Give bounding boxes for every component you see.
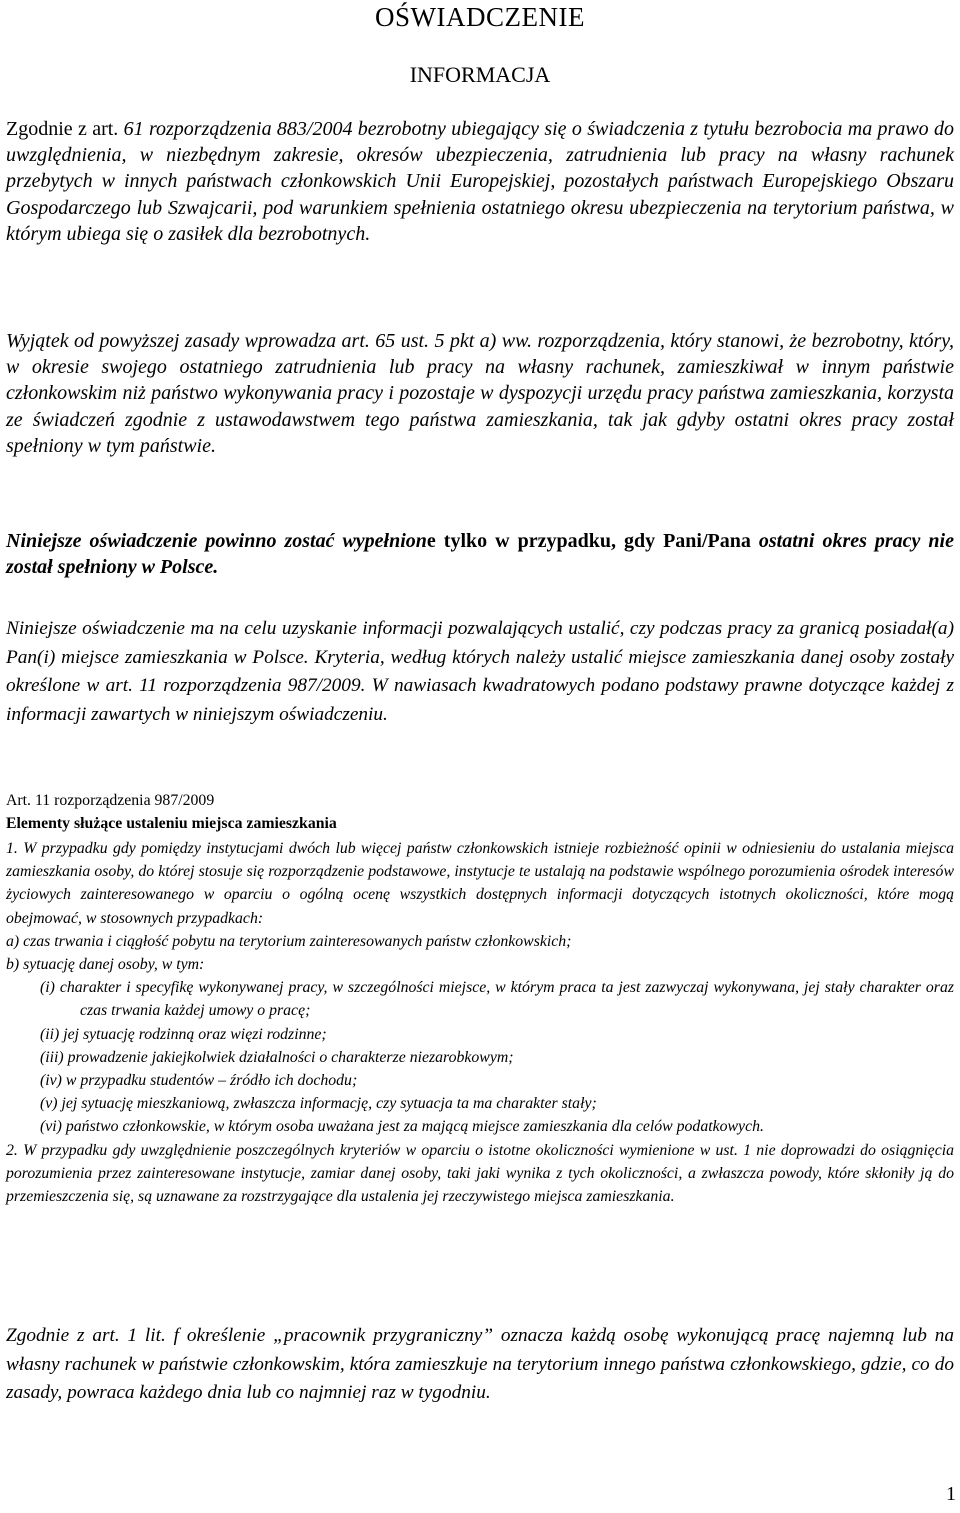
article-point-2: 2. W przypadku gdy uwzględnienie poszczególnych kryteriów w oparciu o istotne okoliczności wymienione w ust. 1 nie doprowadzi do osiągnięcia porozumienia przez zainteresowane instytucje, zamiar danej osoby, taki jaki wynika z tych okoliczności, a zwłaszcza powody, które skłoniły ją do przemieszczenia się, są uznawane za rozstrzygające dla ustalenia jej rzeczywistego miejsca zamieszkania.: [6, 1141, 954, 1206]
condition-italic-2: ostatni okres pracy nie został spełniony w Polsce.: [6, 530, 954, 579]
article-reference: Art. 11 rozporządzenia 987/2009: [6, 792, 215, 809]
paragraph-body: 61 rozporządzenia 883/2004 bezrobotny ubiegający się o świadczenia z tytułu bezrobocia ma prawo do uwzględnienia, w niezbędnym zakresie, okresów ubezpieczenia, zatrudnienia lub pracy na własny rachunek przebytych w innych państwach członkowskich Unii Europejskiej, pozostałych państwach Europejskiego Obszaru Gospodarczego lub Szwajcarii, pod warunkiem spełnienia ostatniego okresu ubezpieczenia na terytorium państwa, w którym ubiega się o zasiłek dla bezrobotnych.: [6, 118, 954, 245]
article-subitem: (ii) jej sytuację rodzinną oraz więzi rodzinne;: [40, 1025, 327, 1043]
article-body: [6, 837, 954, 1208]
paragraph-purpose: Niniejsze oświadczenie ma na celu uzyskanie informacji pozwalających ustalić, czy podczas pracy za granicą posiadał(a) Pan(i) miejsce zamieszkania w Polsce. Kryteria, według których należy ustalić miejsce zamieszkania danej osoby zostały określone w art. 11 rozporządzenia 987/2009. W nawiasach kwadratowych podano podstawy prawne dotyczące każdej z informacji zawartych w niniejszym oświadczeniu.: [6, 618, 954, 725]
article-item-b: b) sytuację danej osoby, w tym:: [6, 956, 205, 974]
paragraph-exception: Wyjątek od powyższej zasady wprowadza art. 65 ust. 5 pkt a) ww. rozporządzenia, który stanowi, że bezrobotny, który, w okresie swojego ostatniego zatrudnienia lub pracy na własny rachunek, zamieszkiwał w innym państwie członkowskim niż państwo wykonywania pracy i pozostaje w dyspozycji urzędu pracy państwa zamieszkania, korzysta ze świadczeń zgodnie z ustawodawstwem tego państwa zamieszkania, tak jak gdyby ostatni okres pracy został spełniony w tym państwie.: [6, 330, 954, 457]
paragraph-frontier-worker: Zgodnie z art. 1 lit. f określenie „pracownik przygraniczny” oznacza każdą osobę wykonującą pracę najemną lub na własny rachunek w państwie członkowskim, która zamieszkuje na terytorium innego państwa członkowskiego, gdzie, co do zasady, powraca każdego dnia lub co najmniej raz w tygodniu.: [6, 1325, 954, 1404]
condition-rest: e tylko w przypadku, gdy Pani/Pana: [426, 530, 759, 552]
paragraph-fill-condition: [6, 528, 954, 580]
page-number: 1: [946, 1483, 956, 1505]
article-subitem: (vi) państwo członkowskie, w którym osoba uważana jest za mającą miejsce zamieszkania dla celów podatkowych.: [40, 1118, 764, 1136]
article-heading: Elementy służące ustaleniu miejsca zamieszkania: [6, 815, 337, 832]
article-point-1: 1. W przypadku gdy pomiędzy instytucjami dwóch lub więcej państw członkowskich istnieje rozbieżność opinii w odniesieniu do ustalania miejsca zamieszkania osoby, do której stosuje się rozporządzenie podstawowe, instytucje te ustalają na podstawie wspólnego porozumienia ośrodek interesów życiowych zainteresowanego w oparciu o ogólną ocenę wszystkich dostępnych informacji dotyczących istotnych okoliczności, które mogą obejmować, w stosownych przypadkach:: [6, 840, 954, 927]
article-subitem: (iii) prowadzenie jakiejkolwiek działalności o charakterze niezarobkowym;: [40, 1048, 514, 1066]
paragraph-legal-basis: [6, 116, 954, 247]
condition-italic: Niniejsze oświadczenie powinno zostać wypełnion: [6, 530, 427, 552]
article-subitem: (v) jej sytuację mieszkaniową, zwłaszcza informację, czy sytuacja ta ma charakter stały;: [40, 1095, 597, 1113]
page-title: OŚWIADCZENIE: [375, 2, 585, 32]
article-item-a: a) czas trwania i ciągłość pobytu na terytorium zainteresowanych państw członkowskich;: [6, 932, 572, 950]
page-subtitle: INFORMACJA: [409, 62, 551, 87]
article-subitem: (iv) w przypadku studentów – źródło ich dochodu;: [40, 1072, 358, 1090]
article-subitem: (i) charakter i specyfikę wykonywanej pracy, w szczególności miejsce, w którym praca ta jest zazwyczaj wykonywana, jej stały charakter oraz czas trwania każdej umowy o pracę;: [40, 979, 954, 1020]
paragraph-intro: Zgodnie z art.: [6, 118, 124, 140]
